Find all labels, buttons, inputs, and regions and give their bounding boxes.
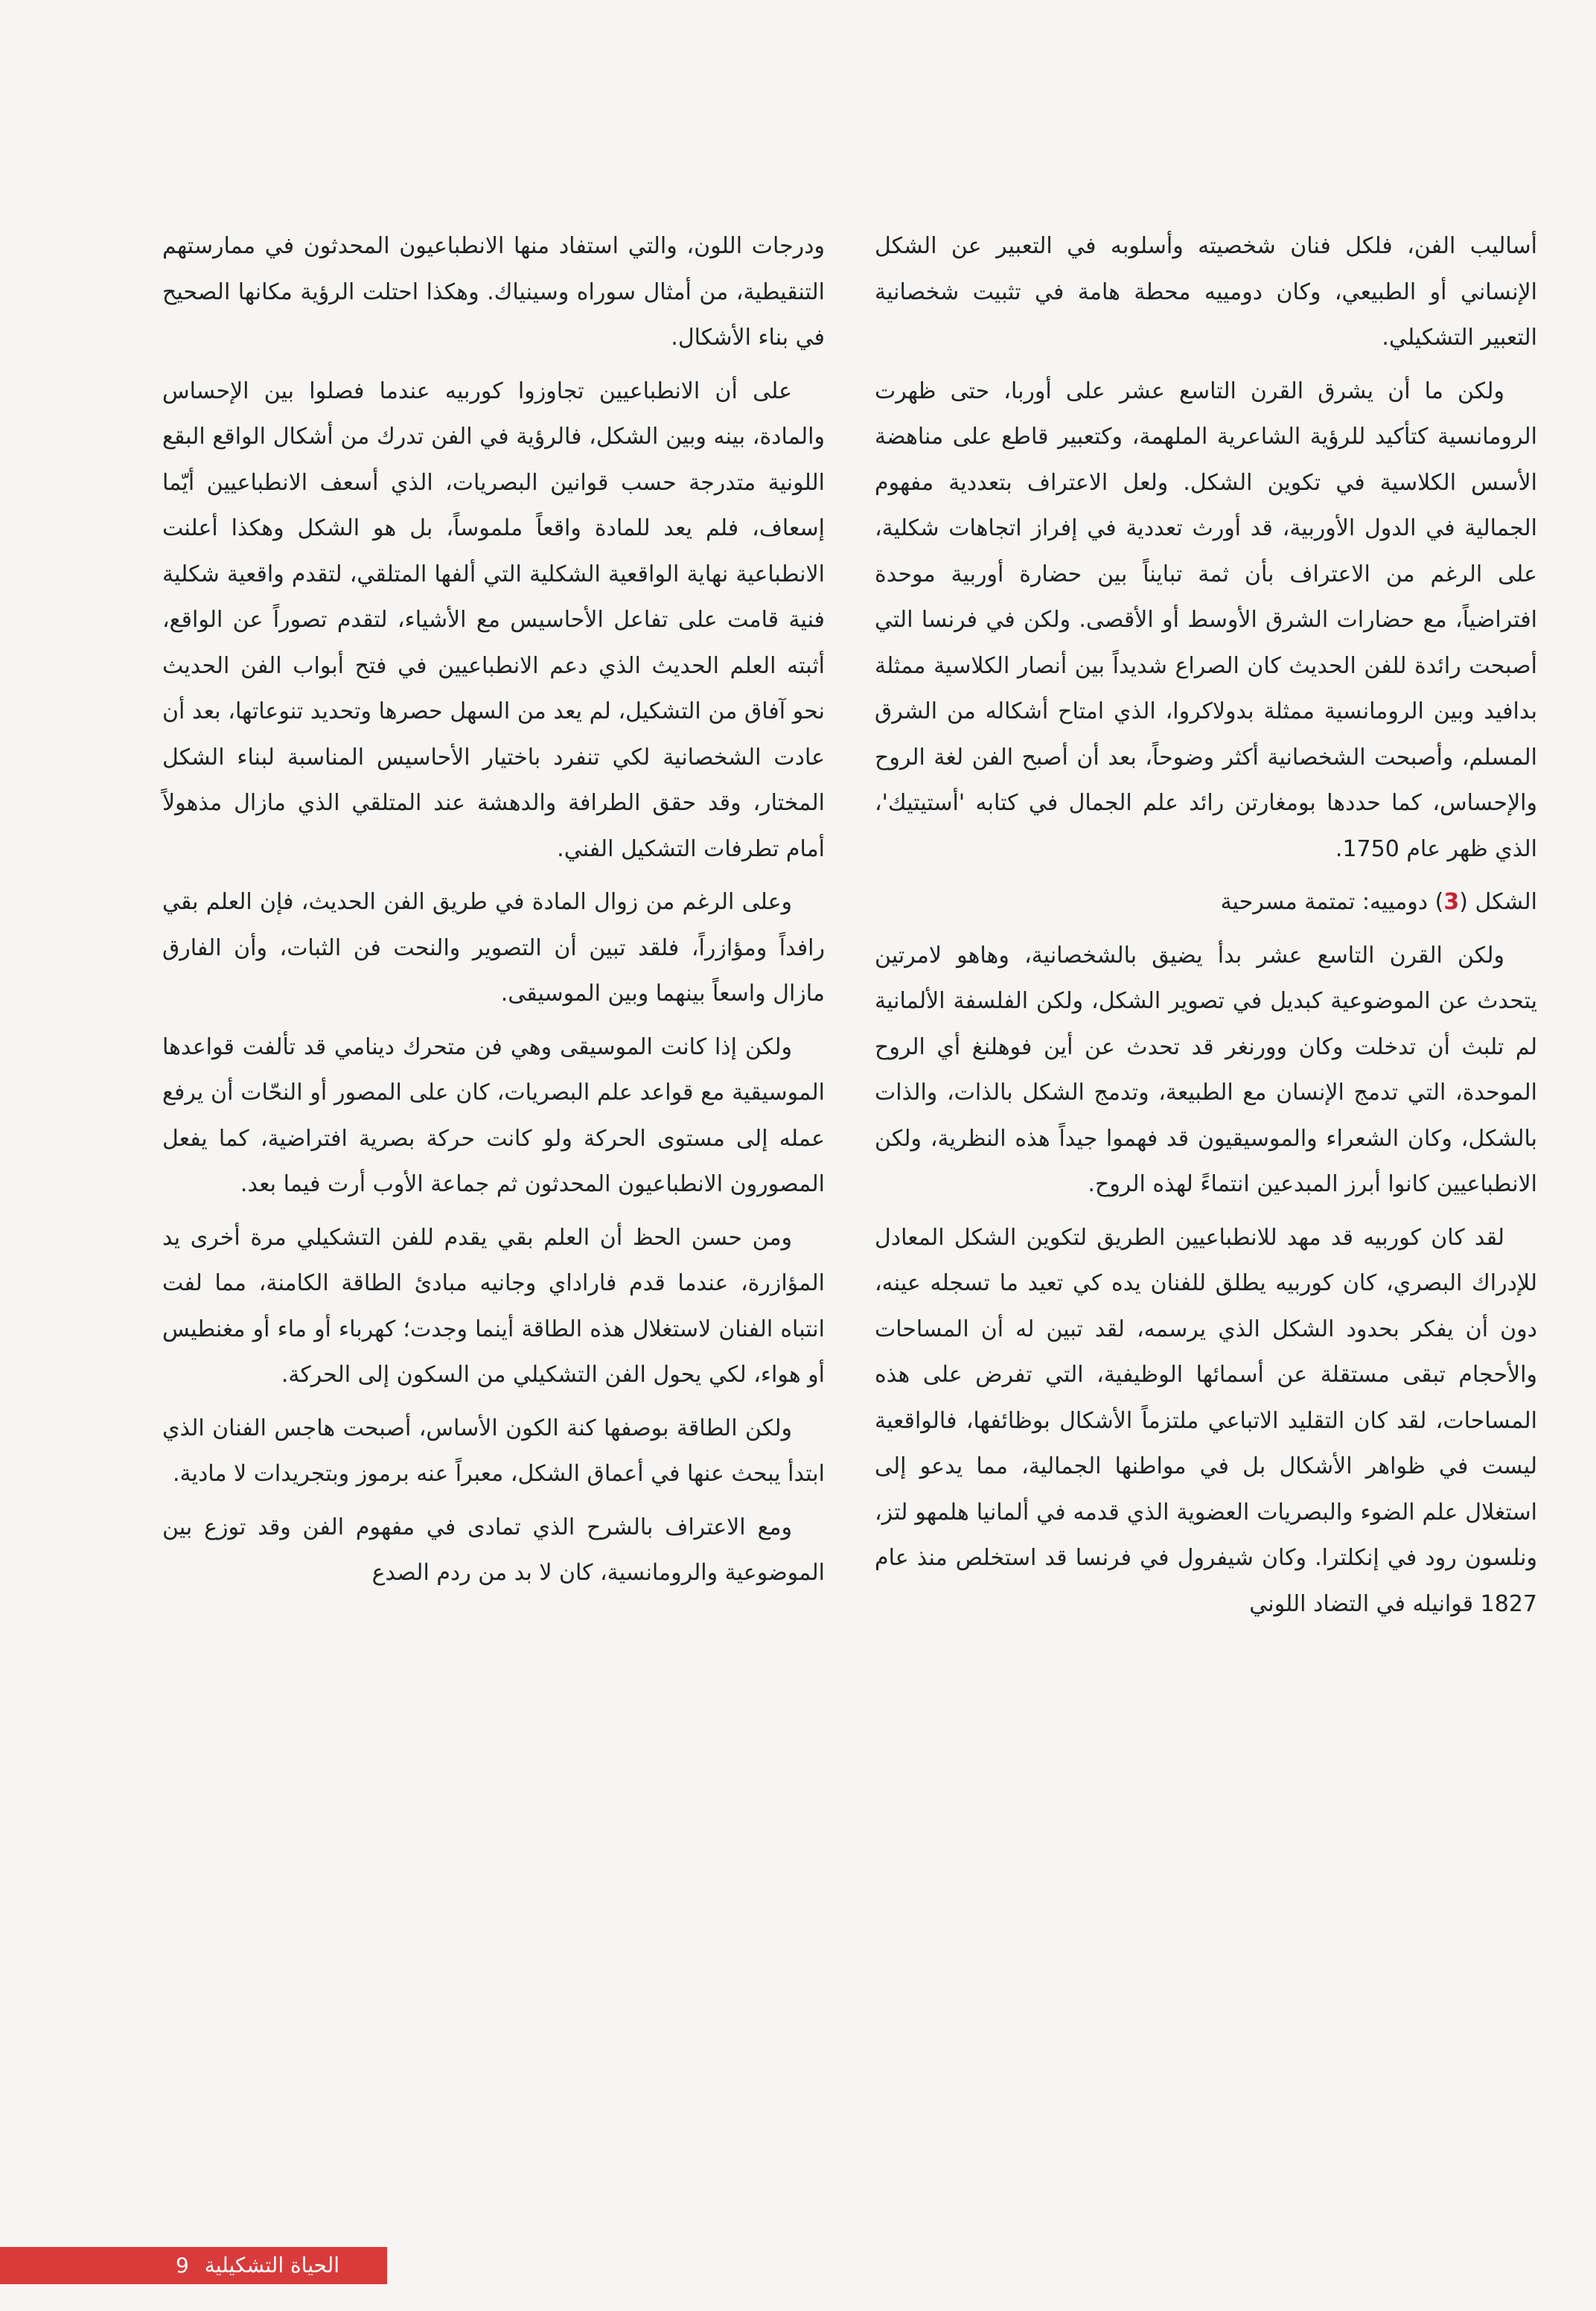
page-number: 9 (176, 2253, 189, 2277)
paragraph: وعلى الرغم من زوال المادة في طريق الفن الحديث، فإن العلم بقي رافداً ومؤازراً، فلقد تبين أن التصوير والنحت فن الثبات، وأن الفارق مازال واسعاً بينهما وبين الموسيقى. (162, 889, 825, 1007)
figure-number: 3 (1443, 889, 1460, 915)
figure-caption (875, 879, 1537, 925)
paragraph: ومع الاعتراف بالشرح الذي تمادى في مفهوم الفن وقد توزع بين الموضوعية والرومانسية، كان لا بد من ردم الصدع (162, 1514, 825, 1586)
right-column (875, 223, 1537, 1634)
paragraph: ولكن القرن التاسع عشر بدأ يضيق بالشخصانية، وهاهو لامرتين يتحدث عن الموضوعية كبديل في تصوير الشكل، ولكن الفلسفة الألمانية لم تلبث أن تدخلت وكان وورنغر قد تحدث عن أين فوهلنغ أي الروح الموحدة، التي تدمج الإنسان مع الطبيعة، وتدمج الشكل بالذات، والذات بالشكل، وكان الشعراء والموسيقيون قد فهموا جيداً هذه النظرية، ولكن الانطباعيين كانوا أبرز المبدعين انتماءً لهذه الروح. (875, 942, 1537, 1197)
paragraph: ولكن الطاقة بوصفها كنة الكون الأساس، أصبحت هاجس الفنان الذي ابتدأ يبحث عنها في أعماق الشكل، معبراً عنه برموز وبتجريدات لا مادية. (162, 1415, 825, 1487)
paragraph: لقد كان كوربيه قد مهد للانطباعيين الطريق لتكوين الشكل المعادل للإدراك البصري، كان كوربيه يطلق للفنان يده كي تعيد ما تسجله عينه، دون أن يفكر بحدود الشكل الذي يرسمه، لقد تبين له أن المساحات والأحجام تبقى مستقلة عن أسمائها الوظيفية، التي تفرض على هذه المساحات، لقد كان التقليد الاتباعي ملتزماً الأشكال بوظائفها، فالواقعية ليست في ظواهر الأشكال بل في مواطنها الجمالية، مما يدعو إلى استغلال علم الضوء والبصريات العضوية الذي قدمه في ألمانيا هلمهو لتز، ونلسون رود في إنكلترا. وكان شيفرول في فرنسا قد استخلص منذ عام 1827 قوانيله في التضاد اللوني (875, 1224, 1537, 1617)
caption-suffix: ) دومييه: تمتمة مسرحية (1220, 889, 1444, 915)
paragraph: على أن الانطباعيين تجاوزوا كوربيه عندما فصلوا بين الإحساس والمادة، بينه وبين الشكل، فالرؤية في الفن تدرك من أشكال الواقع البقع اللونية متدرجة حسب قوانين البصريات، الذي أسعف الانطباعيين أيّما إسعاف، فلم يعد للمادة واقعاً ملموساً، بل هو الشكل وهكذا أعلنت الانطباعية نهاية الواقعية الشكلية التي ألفها المتلقي، لتقدم واقعية شكلية فنية قامت على تفاعل الأحاسيس مع الأشياء، لتقدم تصوراً عن الواقع، أثبته العلم الحديث الذي دعم الانطباعيين في فتح أبواب الفن الحديث نحو آفاق من التشكيل، لم يعد من السهل حصرها وتحديد تنوعاتها، بعد أن عادت الشخصانية لكي تنفرد باختيار الأحاسيس المناسبة لبناء الشكل المختار، وقد حقق الطرافة والدهشة عند المتلقي الذي مازال مذهولاً أمام تطرفات التشكيل الفني. (162, 377, 825, 862)
magazine-name: الحياة التشكيلية (204, 2253, 340, 2277)
caption-prefix: الشكل ( (1459, 889, 1537, 915)
left-column (162, 223, 825, 1604)
paragraph: أساليب الفن، فلكل فنان شخصيته وأسلوبه في التعبير عن الشكل الإنساني أو الطبيعي، وكان دومييه محطة هامة في تثبيت شخصانية التعبير التشكيلي. (875, 233, 1537, 351)
footer (0, 2247, 387, 2284)
paragraph: ولكن ما أن يشرق القرن التاسع عشر على أوربا، حتى ظهرت الرومانسية كتأكيد للرؤية الشاعرية الملهمة، وكتعبير قاطع على مناهضة الأسس الكلاسية في تكوين الشكل. ولعل الاعتراف بتعددية مفهوم الجمالية في الدول الأوربية، قد أورث تعددية في إفراز اتجاهات شكلية، على الرغم من الاعتراف بأن ثمة تبايناً بين حضارة أوربية موحدة افتراضياً، مع حضارات الشرق الأوسط أو الأقصى. ولكن في فرنسا التي أصبحت رائدة للفن الحديث كان الصراع شديداً بين أنصار الكلاسية ممثلة بدافيد وبين الرومانسية ممثلة بدولاكروا، الذي امتاح أشكاله من الشرق المسلم، وأصبحت الشخصانية أكثر وضوحاً، بعد أن أصبح الفن لغة الروح والإحساس، كما حددها بومغارتن رائد علم الجمال في كتابه 'أستيتيك'، الذي ظهر عام 1750. (875, 377, 1537, 862)
paragraph: ومن حسن الحظ أن العلم بقي يقدم للفن التشكيلي مرة أخرى يد المؤازرة، عندما قدم فاراداي وجانيه مبادئ الطاقة الكامنة، مما لفت انتباه الفنان لاستغلال هذه الطاقة أينما وجدت؛ كهرباء أو ماء أو مغنطيس أو هواء، لكي يحول الفن التشكيلي من السكون إلى الحركة. (162, 1224, 825, 1388)
paragraph: ولكن إذا كانت الموسيقى وهي فن متحرك دينامي قد تألفت قواعدها الموسيقية مع قواعد علم البصريات، كان على المصور أو النحّات أن يرفع عمله إلى مستوى الحركة ولو كانت حركة بصرية افتراضية، كما يفعل المصورون الانطباعيون المحدثون ثم جماعة الأوب أرت فيما بعد. (162, 1033, 825, 1197)
paragraph: ودرجات اللون، والتي استفاد منها الانطباعيون المحدثون في ممارستهم التنقيطية، من أمثال سوراه وسينياك. وهكذا احتلت الرؤية مكانها الصحيح في بناء الأشكال. (162, 233, 825, 351)
